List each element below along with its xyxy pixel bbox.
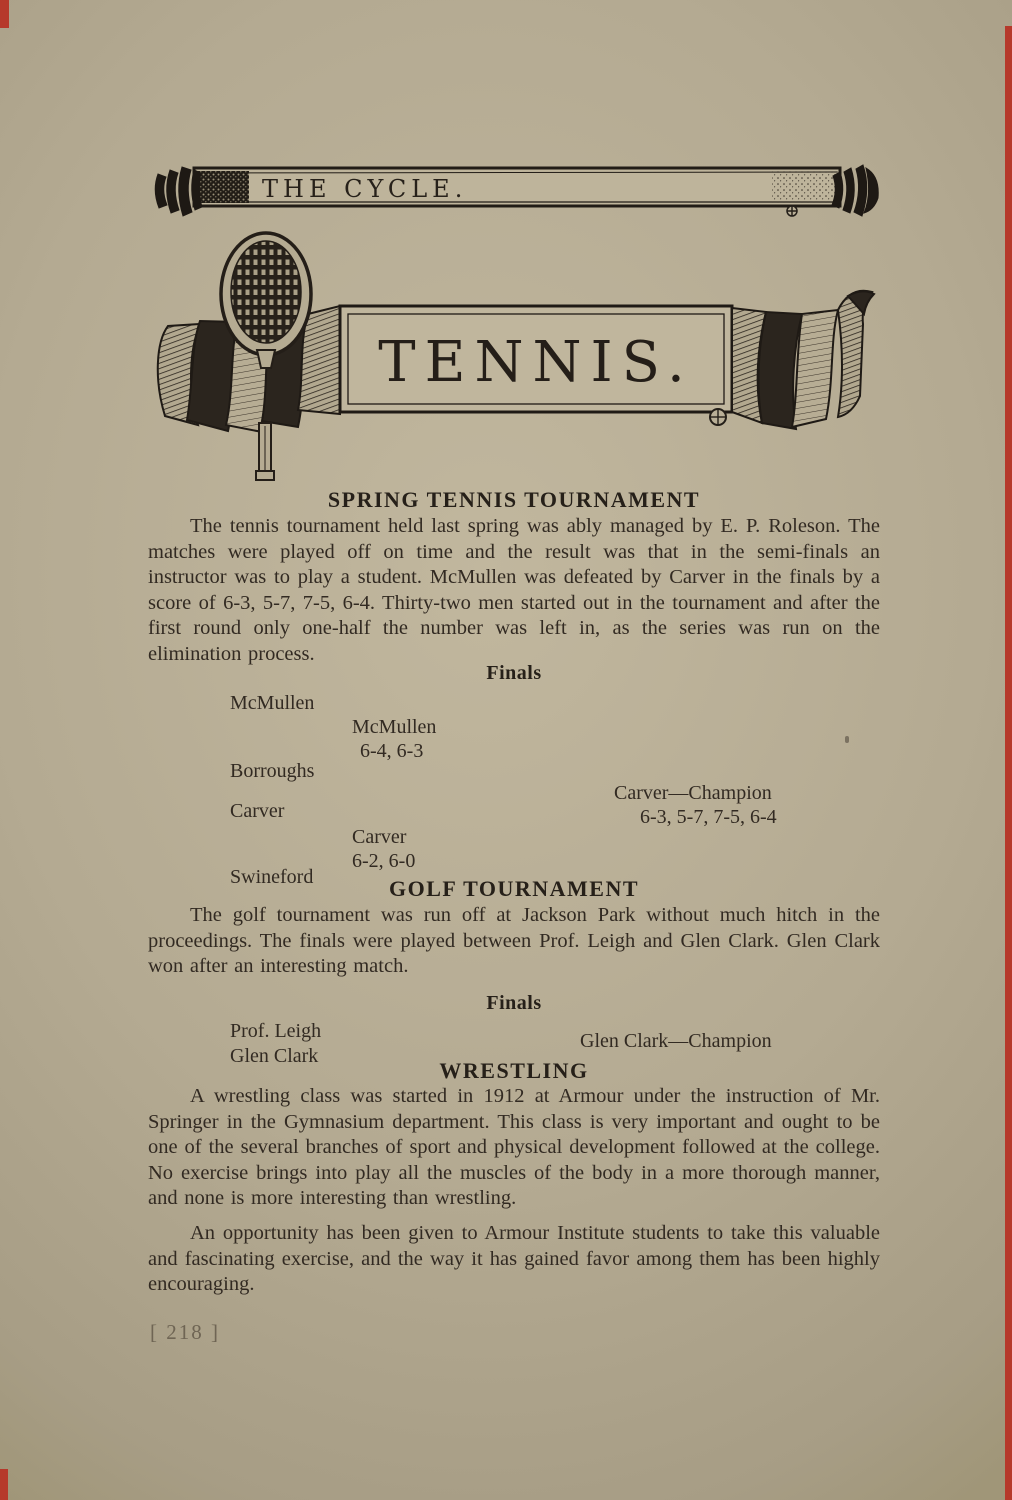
spring-tennis-paragraph: The tennis tournament held last spring was ably managed by E. P. Roleson. The matches were played off on time and the result was that in the semi-finals an instructor was to play a student. McMullen was defeated by Carver in the finals by a score of 6-3, 5-7, 7-5, 6-4. Thirty-two men started out in the tournament and after the first round only one-half the number was left in, as the series was run on the elimination process. bbox=[148, 515, 880, 665]
cycle-banner-title: THE CYCLE. bbox=[262, 175, 468, 203]
bracket-player: Prof. Leigh bbox=[230, 1020, 322, 1042]
bracket-champion: Glen Clark—Champion bbox=[580, 1030, 772, 1052]
bracket-champion: Carver—Champion bbox=[614, 782, 772, 804]
cycle-header-banner bbox=[152, 158, 880, 224]
scan-edge-red-topleft bbox=[0, 0, 9, 28]
finals-title: Finals bbox=[486, 662, 542, 684]
page-number: [ 218 ] bbox=[150, 1320, 220, 1344]
bracket-player: McMullen bbox=[230, 692, 315, 714]
artist-monogram-icon bbox=[710, 409, 726, 425]
bracket-score: 6-2, 6-0 bbox=[352, 850, 416, 872]
bracket-winner: Carver bbox=[352, 826, 407, 848]
wrestling-paragraph-2: An opportunity has been given to Armour Institute students to take this valuable and fascinating exercise, and the way it has gained favor among them has been highly encouraging. bbox=[148, 1222, 880, 1295]
finals-title: Finals bbox=[486, 992, 542, 1014]
bracket-winner: McMullen bbox=[352, 716, 437, 738]
ribbon-panel bbox=[340, 306, 732, 412]
wrestling-paragraph-1: A wrestling class was started in 1912 at Armour under the instruction of Mr. Springer in the Gymnasium department. This class is very important and ought to be one of the several branches of sport and physical development followed at the college. No exercise brings into play all the muscles of the body in a more thorough manner, and none is more interesting than wrestling. bbox=[148, 1085, 880, 1209]
banner-scroll-left bbox=[155, 167, 202, 216]
wrestling-heading: WRESTLING bbox=[439, 1058, 589, 1083]
tennis-finals-bracket bbox=[148, 660, 880, 890]
golf-heading: GOLF TOURNAMENT bbox=[388, 876, 640, 901]
bracket-player: Glen Clark bbox=[230, 1045, 319, 1067]
spring-tennis-heading: SPRING TENNIS TOURNAMENT bbox=[327, 487, 701, 512]
tennis-banner-illustration bbox=[148, 218, 882, 490]
bracket-player: Swineford bbox=[230, 866, 314, 888]
banner-shade-right bbox=[772, 171, 838, 203]
artist-monogram-icon bbox=[787, 206, 797, 216]
bracket-score: 6-4, 6-3 bbox=[360, 740, 424, 762]
bracket-champion-score: 6-3, 5-7, 7-5, 6-4 bbox=[640, 806, 777, 828]
bracket-player: Borroughs bbox=[230, 760, 315, 782]
scan-edge-red-right bbox=[1005, 26, 1012, 1500]
golf-paragraph: The golf tournament was run off at Jackson Park without much hitch in the proceedings. The finals were played between Prof. Leigh and Glen Clark. Glen Clark won after an interesting match. bbox=[148, 904, 880, 977]
banner-shade-left bbox=[197, 171, 249, 203]
tennis-banner-title: TENNIS. bbox=[378, 330, 694, 395]
banner-scroll-right bbox=[832, 165, 878, 216]
ink-speck bbox=[845, 736, 849, 743]
ribbon-right-folds bbox=[732, 291, 874, 429]
bracket-player: Carver bbox=[230, 800, 285, 822]
scan-edge-red-bottomleft bbox=[0, 1469, 8, 1500]
